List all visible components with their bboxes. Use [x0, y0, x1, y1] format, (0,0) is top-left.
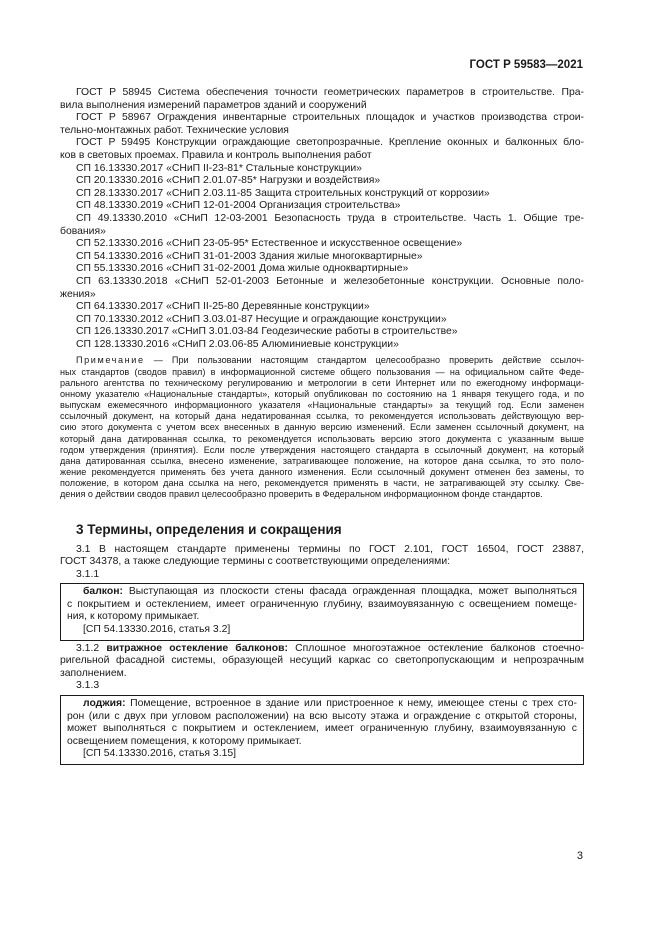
paragraph-3-1-line: 3.1 В настоящем стандарте применены термины по ГОСТ 2.101, ГОСТ 16504, ГОСТ 23887,	[76, 543, 584, 555]
term-3-1-1-term: балкон:	[83, 586, 123, 598]
note-label: Примечание	[76, 355, 145, 366]
reference-line: СП 28.13330.2017 «СНиП 2.03.11-85 Защита строительных конструкций от коррозии»	[76, 187, 490, 199]
reference-line: ков в световых проемах. Правила и контроль выполнения работ	[60, 149, 372, 161]
note-line: онному указателю «Национальные стандарты», который опубликован по состоянию на 1 января текущего года, и по	[60, 388, 584, 399]
document-body	[60, 87, 584, 767]
reference-sp20	[60, 175, 584, 188]
reference-sp16	[60, 163, 584, 176]
term-3-1-2-first-line	[60, 643, 584, 656]
reference-line: СП 16.13330.2017 «СНиП II-23-81* Стальные конструкции»	[76, 162, 362, 174]
reference-sp55	[60, 263, 584, 276]
note-line: сию этого документа с учетом всех внесенных в данную версию изменений. Если заменен ссылочный документ, на	[60, 422, 584, 433]
reference-sp63	[60, 276, 584, 301]
reference-line: СП 126.13330.2017 «СНиП 3.01.03-84 Геодезические работы в строительстве»	[76, 326, 458, 338]
note-line: ных стандартов (сводов правил) в информационной системе общего пользования — на официальном сайте Феде-	[60, 366, 584, 377]
note-block	[60, 355, 584, 500]
term-3-1-2-number: 3.1.2	[76, 642, 100, 654]
normative-references-list	[60, 87, 584, 351]
reference-line: СП 52.13330.2016 «СНиП 23-05-95* Естественное и искусственное освещение»	[76, 238, 463, 250]
reference-sp126	[60, 326, 584, 339]
note-first-line	[60, 355, 584, 366]
section-3-title: 3 Термины, определения и сокращения	[76, 521, 342, 537]
document-code-header: ГОСТ Р 59583—2021	[469, 59, 583, 71]
reference-line: СП 48.13330.2019 «СНиП 12-01-2004 Организация строительства»	[76, 200, 401, 212]
reference-line: ГОСТ Р 59495 Конструкции ограждающие светопрозрачные. Крепление оконных и балконных бло-	[76, 137, 584, 149]
note-line: рального агентства по техническому регулированию и метрологии в сети Интернет или по ежегодному информаци-	[60, 377, 584, 388]
paragraph-3-1-line: ГОСТ 34378, а также следующие термины с соответствующими определениями:	[60, 556, 451, 568]
term-3-1-3-number: 3.1.3	[76, 680, 100, 692]
term-3-1-2-line: ригельной фасадной системы, образующей несущий каркас со светопропускающим и непрозрачным	[60, 655, 584, 667]
page-number: 3	[576, 850, 583, 862]
reference-gost59495	[60, 137, 584, 162]
note-line: жение рекомендуется применять без учета данного изменения. Если ссылочный документ отменен без замены, то	[60, 467, 584, 478]
reference-line: СП 128.13330.2016 «СНиП 2.03.06-85 Алюминиевые конструкции»	[76, 338, 399, 350]
reference-sp64	[60, 301, 584, 314]
note-line: дения о действии сводов правил целесообразно проверить в Федеральном информационном фонде стандартов.	[60, 489, 543, 500]
term-3-1-3-source: [СП 54.13330.2016, статья 3.15]	[83, 748, 237, 760]
term-3-1-3-line: освещением помещения, к которому примыкает.	[67, 735, 302, 747]
term-3-1-3-first-line	[67, 698, 577, 711]
reference-line: СП 55.13330.2016 «СНиП 31-02-2001 Дома жилые одноквартирные»	[76, 263, 409, 275]
note-line: который дана датированная ссылка, то рекомендуется использовать версию этого документа с указанным выше	[60, 433, 584, 444]
term-3-1-1-source: [СП 54.13330.2016, статья 3.2]	[83, 624, 231, 636]
reference-line: бования»	[60, 225, 106, 237]
reference-sp52	[60, 238, 584, 251]
term-3-1-3-term: лоджия:	[83, 698, 126, 710]
reference-line: СП 20.13330.2016 «СНиП 2.01.07-85* Нагрузки и воздействия»	[76, 175, 381, 187]
term-3-1-3-line: может выполняться с покрытием и остеклением, имеет ограниченную глубину, взаимоувязанную с	[67, 723, 577, 735]
reference-line: тельно-монтажных работ. Технические условия	[60, 124, 289, 136]
reference-line: СП 49.13330.2010 «СНиП 12-03-2001 Безопасность труда в строительстве. Часть 1. Общие тре-	[76, 212, 584, 224]
term-3-1-1-first-line	[67, 586, 577, 599]
reference-sp48	[60, 200, 584, 213]
reference-sp128	[60, 339, 584, 352]
note-line: ссылочный документ, на который дана недатированная ссылка, то рекомендуется использовать действующую вер-	[60, 411, 584, 422]
reference-sp49	[60, 213, 584, 238]
note-line: выпускам ежемесячного информационного указателя «Национальные стандарты» за текущий год. Если заменен	[60, 400, 584, 411]
term-3-1-3-line: рон (или с двух при угловом расположении) на всю высоту этажа и ограждение с открытой стороны,	[67, 710, 577, 722]
reference-line: ГОСТ Р 58945 Система обеспечения точности геометрических параметров в строительстве. Пра-	[76, 87, 584, 98]
term-3-1-2-line: заполнением.	[60, 667, 127, 679]
reference-line: СП 63.13330.2018 «СНиП 52-01-2003 Бетонные и железобетонные конструкции. Основные поло-	[76, 275, 584, 287]
reference-sp54	[60, 251, 584, 264]
term-3-1-2-term: витражное остекление балконов:	[106, 642, 288, 654]
term-3-1-3-def: Помещение, встроенное в здание или пристроенное к нему, имеющее стены с трех сто-	[125, 698, 577, 710]
note-first-line-text: — При пользовании настоящим стандартом целесообразно проверить действие ссылоч-	[144, 355, 584, 366]
term-3-1-1-line: с покрытием и остеклением, имеет ограниченную глубину, взаимоувязанную с освещением помеще-	[67, 598, 577, 610]
note-line: дана датированная ссылка, внесено изменение, затрагивающее положение, на которое дана ссылка, то это поло-	[60, 455, 584, 466]
term-3-1-1-number: 3.1.1	[76, 568, 100, 580]
reference-line: ГОСТ Р 58967 Ограждения инвентарные строительных площадок и участков производства строи-	[76, 112, 584, 124]
reference-line: вила выполнения измерений параметров зданий и сооружений	[60, 99, 367, 111]
term-3-1-2	[60, 643, 584, 681]
reference-gost58945	[60, 87, 584, 112]
term-3-1-1-def: Выступающая из плоскости стены фасада огражденная площадка, может выполняться	[122, 586, 577, 598]
reference-line: жения»	[60, 288, 96, 300]
reference-line: СП 70.13330.2012 «СНиП 3.03.01-87 Несущие и ограждающие конструкции»	[76, 313, 447, 325]
note-line: годом утверждения (принятия). Если после утверждения настоящего стандарта в ссылочный документ, на который	[60, 444, 584, 455]
reference-line: СП 54.13330.2016 «СНиП 31-01-2003 Здания жилые многоквартирные»	[76, 250, 423, 262]
reference-line: СП 64.13330.2017 «СНиП II-25-80 Деревянные конструкции»	[76, 301, 370, 313]
term-3-1-1-box	[60, 583, 584, 640]
reference-sp70	[60, 314, 584, 327]
term-3-1-2-def: Сплошное многоэтажное остекление балконов стоечно-	[287, 642, 584, 654]
reference-gost58967	[60, 112, 584, 137]
paragraph-3-1	[60, 544, 584, 569]
term-3-1-3-box	[60, 695, 584, 765]
term-3-1-1-line: ния, к которому примыкает.	[67, 611, 200, 623]
reference-sp28	[60, 188, 584, 201]
note-line: положение, в котором дана ссылка на него, рекомендуется применять в части, не затрагивающей эту ссылку. Све-	[60, 478, 584, 489]
